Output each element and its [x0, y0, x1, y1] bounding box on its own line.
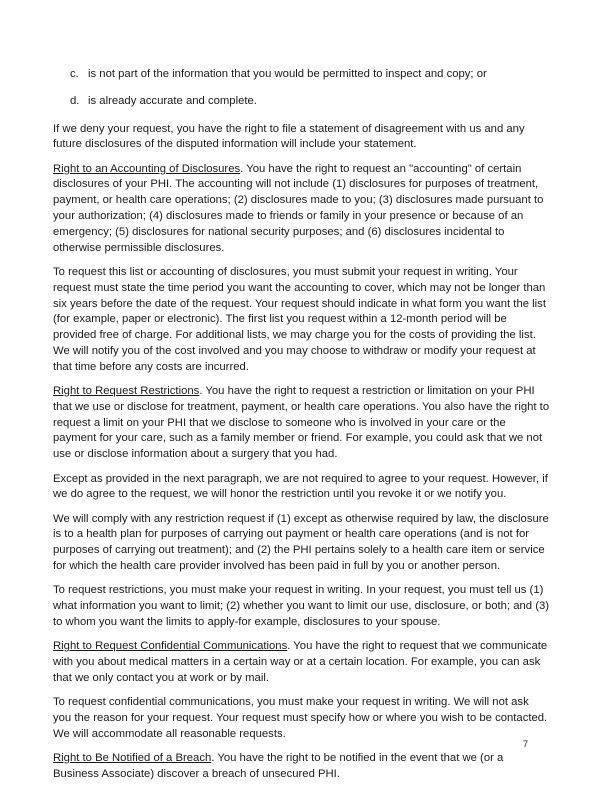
accounting-request-paragraph: To request this list or accounting of disclosures, you must submit your request in writing. Your request must state the time period you want the accounting to cover, which may not be longer than six years before the date of the request. Your request should indicate in what form you want the list (for example, paper or electronic). The first list you request within a 12-month period will be provided free of charge. For additional lists, we may charge you for the costs of providing the list. We will notify you of the cost involved and you may choose to withdraw or modify your request at that time before any costs are incurred.: [53, 265, 546, 373]
confidential-heading: Right to Request Confidential Communications: [53, 640, 288, 653]
list-item-d: [70, 94, 550, 110]
breach-heading: Right to Be Notified of a Breach: [53, 751, 212, 764]
breach-paragraph: [53, 751, 550, 783]
restrictions-exception-paragraph: Except as provided in the next paragraph, we are not required to agree to your request. However, if we do agree to the request, we will honor the restriction until you revoke it or we notify you.: [53, 472, 548, 501]
document-page: [53, 67, 550, 791]
accounting-body: . You have the right to request an "accounting" of certain disclosures of your PHI. The accounting will not include (1) disclosures for purposes of treatment, payment, or health care operations; (2) disclosures made to you; (3) disclosures made pursuant to your authorization; (4) disclosures made to friends or family in your presence or because of an emergency; (5) disclosures for national security purposes; and (6) disclosures incidental to otherwise permissible disclosures.: [53, 162, 544, 254]
accounting-paragraph: [53, 162, 550, 257]
confidential-body: . You have the right to request that we communicate with you about medical matters in a certain way or at a certain location. For example, you can ask that we only contact you at work or by mail.: [53, 640, 548, 684]
confidential-request-paragraph: To request confidential communications, you must make your request in writing. We will not ask you the reason for your request. Your request must specify how or where you wish to be contacted. We will accommodate all reasonable requests.: [53, 696, 548, 740]
list-marker: c.: [70, 68, 79, 80]
restrictions-heading: Right to Request Restrictions: [53, 385, 200, 398]
denial-paragraph: If we deny your request, you have the right to file a statement of disagreement with us and any future disclosures of the disputed information will include your statement.: [53, 122, 525, 151]
confidential-paragraph: [53, 639, 550, 686]
list-item-c: [70, 67, 550, 83]
accounting-heading: Right to an Accounting of Disclosures: [53, 162, 241, 175]
breach-body: . You have the right to be notified in the event that we (or a Business Associate) discover a breach of unsecured PHI.: [53, 751, 504, 780]
restrictions-body: . You have the right to request a restriction or limitation on your PHI that we use or disclose for treatment, payment, or health care operations. You also have the right to request a limit on your PHI that we disclose to someone who is involved in your care or the payment for your care, such as a family member or friend. For example, you could ask that we not use or disclose information about a surgery that you had.: [53, 385, 550, 461]
restrictions-request-paragraph: To request restrictions, you must make your request in writing. In your request, you must tell us (1) what information you want to limit; (2) whether you want to limit our use, disclosure, or both; and (3) to whom you want the limits to apply-for example, disclosures to your spouse.: [53, 584, 550, 628]
page-number: 7: [522, 739, 528, 749]
list-item-text: is not part of the information that you would be permitted to inspect and copy; or: [88, 68, 487, 80]
list-marker: d.: [70, 95, 80, 108]
restrictions-paragraph: [53, 384, 550, 463]
restrictions-comply-paragraph: We will comply with any restriction request if (1) except as otherwise required by law, the disclosure is to a health plan for purposes of carrying out payment or health care operations (and is not for purposes of carrying out treatment); and (2) the PHI pertains solely to a health care item or service for which the health care provider involved has been paid in full by you or another person.: [53, 512, 549, 573]
list-item-text: is already accurate and complete.: [88, 95, 257, 108]
